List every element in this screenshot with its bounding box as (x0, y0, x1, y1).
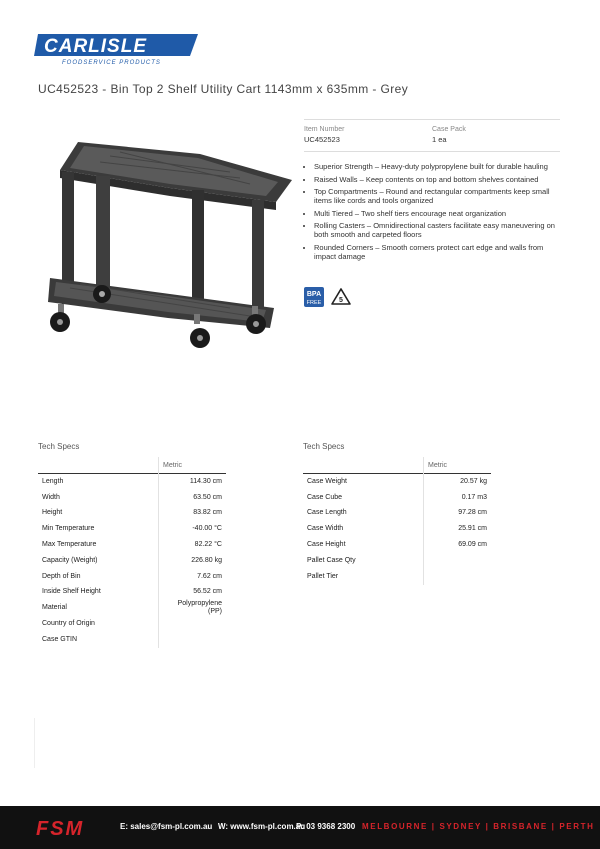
spec-value: 69.09 cm (424, 537, 492, 553)
spec-label: Pallet Case Qty (307, 556, 356, 564)
case-pack-value: 1 ea (432, 135, 447, 144)
table-row (38, 600, 226, 616)
table-row (303, 553, 491, 569)
certification-badges (304, 287, 352, 307)
svg-text:FSM: FSM (36, 818, 85, 838)
spec-value: 7.62 cm (159, 569, 227, 585)
table-row (38, 474, 226, 490)
table-row (303, 569, 491, 585)
feature-item: • Rounded Corners – Smooth corners protect cart edge and walls from impact damage (314, 243, 560, 261)
item-case-row (304, 119, 560, 152)
feature-item: • Rolling Casters – Omnidirectional casters facilitate easy maneuvering on both smooth and carpeted floors (314, 221, 560, 239)
footer-email[interactable]: E: sales@fsm-pl.com.au (120, 822, 213, 831)
table-row (303, 521, 491, 537)
tech-specs-title: Tech Specs (303, 442, 345, 451)
spec-label: Pallet Tier (307, 572, 339, 580)
spec-value: -40.00 °C (159, 521, 227, 537)
feature-item: • Raised Walls – Keep contents on top and bottom shelves contained (314, 175, 560, 184)
spec-label: Height (42, 509, 63, 517)
spec-value: 63.50 cm (159, 490, 227, 506)
spec-label: Max Temperature (42, 541, 97, 549)
spec-label: Inside Shelf Height (42, 588, 101, 596)
spec-value (424, 569, 492, 585)
case-pack-label: Case Pack (432, 126, 466, 133)
bpa-free-icon (304, 287, 324, 307)
spec-label: Country of Origin (42, 620, 95, 628)
spec-value: 114.30 cm (159, 474, 227, 490)
spec-label: Case Cube (307, 493, 343, 501)
tech-specs-right (303, 442, 491, 585)
spec-value: Polypropylene (PP) (159, 600, 227, 616)
table-row (38, 506, 226, 522)
feature-list (304, 162, 560, 261)
brand-name: CARLISLE (44, 36, 147, 57)
divider (34, 718, 35, 768)
spec-label: Case Length (307, 509, 347, 517)
table-row (38, 490, 226, 506)
spec-label: Min Temperature (42, 525, 95, 533)
table-row (38, 553, 226, 569)
table-row (303, 506, 491, 522)
svg-text:5: 5 (339, 297, 343, 304)
table-row (38, 616, 226, 632)
spec-value: 0.17 m3 (424, 490, 492, 506)
item-number-value: UC452523 (304, 135, 340, 144)
svg-text:BPA: BPA (306, 291, 322, 298)
table-row (38, 521, 226, 537)
metric-header: Metric (159, 457, 227, 474)
recycle-icon (330, 287, 352, 307)
footer-phone: P: 03 9368 2300 (296, 822, 356, 831)
table-row (38, 537, 226, 553)
spec-value: 56.52 cm (159, 585, 227, 601)
carlisle-logo (34, 30, 198, 66)
spec-value: 83.82 cm (159, 506, 227, 522)
spec-value (159, 632, 227, 648)
spec-value: 25.91 cm (424, 521, 492, 537)
spec-value: 226.80 kg (159, 553, 227, 569)
table-row (38, 632, 226, 648)
table-row (303, 537, 491, 553)
spec-label: Case Weight (307, 477, 347, 485)
spec-label: Material (42, 604, 67, 612)
table-row (38, 585, 226, 601)
spec-label: Case Width (307, 525, 344, 533)
table-row (303, 490, 491, 506)
tech-specs-left (38, 442, 226, 648)
spec-value: 20.57 kg (424, 474, 492, 490)
spec-label: Width (42, 493, 60, 501)
spec-value (159, 616, 227, 632)
spec-value: 82.22 °C (159, 537, 227, 553)
footer-bar (0, 806, 600, 849)
spec-value: 97.28 cm (424, 506, 492, 522)
table-row (38, 569, 226, 585)
spec-label: Capacity (Weight) (42, 556, 98, 564)
svg-text:FREE: FREE (306, 300, 322, 306)
tech-specs-title: Tech Specs (38, 442, 80, 451)
product-title: UC452523 - Bin Top 2 Shelf Utility Cart 1143mm x 635mm - Grey (38, 82, 409, 96)
utility-cart-image (40, 132, 296, 356)
table-row (303, 474, 491, 490)
feature-item: • Superior Strength – Heavy-duty polypropylene built for durable hauling (314, 162, 560, 171)
feature-item: • Top Compartments – Round and rectangular compartments keep small items like cords and tools organized (314, 187, 560, 205)
spec-label: Depth of Bin (42, 572, 81, 580)
tech-specs-table (38, 457, 226, 648)
fsm-logo (36, 818, 116, 838)
spec-label: Length (42, 477, 64, 485)
spec-label: Case GTIN (42, 636, 78, 644)
tech-specs-table (303, 457, 491, 585)
feature-item: • Multi Tiered – Two shelf tiers encourage neat organization (314, 209, 560, 218)
footer-website[interactable]: W: www.fsm-pl.com.au (218, 822, 306, 831)
metric-header: Metric (424, 457, 492, 474)
brand-tagline: FOODSERVICE PRODUCTS (62, 60, 161, 66)
product-info (304, 119, 560, 264)
spec-value (424, 553, 492, 569)
footer-cities: MELBOURNE | SYDNEY | BRISBANE | PERTH (362, 822, 595, 831)
spec-label: Case Height (307, 541, 346, 549)
item-number-label: Item Number (304, 126, 345, 133)
